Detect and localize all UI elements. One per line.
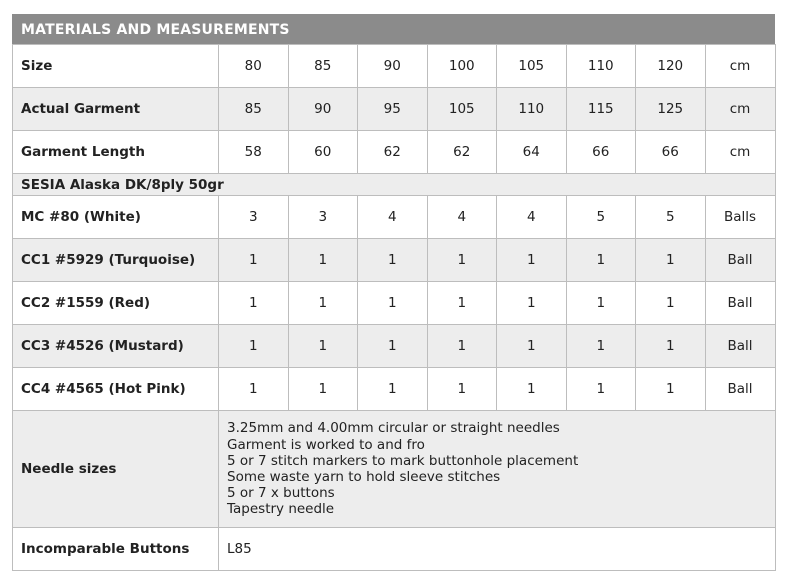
- cell-value: 1: [427, 282, 497, 325]
- table-row: [13, 368, 776, 411]
- unit-cell: Ball: [705, 325, 775, 368]
- cell-value: 66: [636, 131, 706, 174]
- row-label: CC2 #1559 (Red): [13, 282, 219, 325]
- table-row: [13, 239, 776, 282]
- cell-value: 5: [636, 196, 706, 239]
- needle-note-line: Garment is worked to and fro: [227, 436, 425, 453]
- cell-value: 3: [219, 196, 289, 239]
- cell-value: 1: [219, 239, 289, 282]
- table-row: [13, 45, 776, 88]
- row-label: Size: [13, 45, 219, 88]
- cell-value: 1: [219, 282, 289, 325]
- cell-value: 105: [497, 45, 567, 88]
- cell-value: 66: [566, 131, 636, 174]
- cell-value: 80: [219, 45, 289, 88]
- needle-note-line: Some waste yarn to hold sleeve stitches: [227, 469, 501, 485]
- unit-cell: cm: [705, 131, 775, 174]
- cell-value: 110: [497, 88, 567, 131]
- cell-value: 4: [427, 196, 497, 239]
- cell-value: 1: [566, 282, 636, 325]
- cell-value: 1: [219, 325, 289, 368]
- cell-value: 1: [288, 239, 358, 282]
- needle-note-line: Tapestry needle: [227, 501, 335, 518]
- cell-value: 1: [566, 368, 636, 411]
- cell-value: 1: [497, 368, 567, 411]
- table-row: [13, 131, 776, 174]
- row-label: Actual Garment: [13, 88, 219, 131]
- table-row: [13, 196, 776, 239]
- cell-value: 1: [636, 368, 706, 411]
- row-label: MC #80 (White): [13, 196, 219, 239]
- cell-value: 64: [497, 131, 567, 174]
- cell-value: 1: [497, 282, 567, 325]
- table-title: MATERIALS AND MEASUREMENTS: [12, 14, 775, 44]
- cell-value: 115: [566, 88, 636, 131]
- buttons-value: L85: [219, 528, 776, 571]
- yarn-section-row: [13, 174, 776, 196]
- needle-sizes-notes: [219, 411, 776, 528]
- cell-value: 1: [566, 239, 636, 282]
- cell-value: 4: [497, 196, 567, 239]
- cell-value: 1: [636, 239, 706, 282]
- cell-value: 1: [219, 368, 289, 411]
- row-label: CC3 #4526 (Mustard): [13, 325, 219, 368]
- cell-value: 4: [358, 196, 428, 239]
- cell-value: 5: [566, 196, 636, 239]
- table-row: [13, 282, 776, 325]
- cell-value: 90: [288, 88, 358, 131]
- cell-value: 1: [358, 368, 428, 411]
- cell-value: 105: [427, 88, 497, 131]
- buttons-row: [13, 528, 776, 571]
- cell-value: 62: [358, 131, 428, 174]
- cell-value: 110: [566, 45, 636, 88]
- table-row: [13, 88, 776, 131]
- needle-note-line: 5 or 7 stitch markers to mark buttonhole placement: [227, 452, 579, 469]
- cell-value: 85: [219, 88, 289, 131]
- cell-value: 62: [427, 131, 497, 174]
- cell-value: 90: [358, 45, 428, 88]
- row-label: Garment Length: [13, 131, 219, 174]
- cell-value: 58: [219, 131, 289, 174]
- row-label: CC4 #4565 (Hot Pink): [13, 368, 219, 411]
- cell-value: 1: [427, 368, 497, 411]
- needle-sizes-label: Needle sizes: [13, 411, 219, 528]
- cell-value: 85: [288, 45, 358, 88]
- cell-value: 95: [358, 88, 428, 131]
- cell-value: 120: [636, 45, 706, 88]
- cell-value: 1: [427, 239, 497, 282]
- table-row: [13, 325, 776, 368]
- cell-value: 1: [427, 325, 497, 368]
- yarn-header: SESIA Alaska DK/8ply 50gr: [13, 174, 776, 196]
- unit-cell: Ball: [705, 282, 775, 325]
- needle-sizes-row: [13, 411, 776, 528]
- cell-value: 1: [358, 282, 428, 325]
- cell-value: 1: [497, 239, 567, 282]
- cell-value: 1: [288, 368, 358, 411]
- materials-table: [12, 44, 776, 571]
- cell-value: 3: [288, 196, 358, 239]
- cell-value: 1: [566, 325, 636, 368]
- needle-note-line: 5 or 7 x buttons: [227, 485, 335, 502]
- cell-value: 1: [288, 325, 358, 368]
- cell-value: 100: [427, 45, 497, 88]
- row-label: CC1 #5929 (Turquoise): [13, 239, 219, 282]
- cell-value: 1: [636, 325, 706, 368]
- cell-value: 1: [358, 239, 428, 282]
- materials-measurements-table: [12, 14, 775, 571]
- unit-cell: cm: [705, 45, 775, 88]
- unit-cell: Ball: [705, 239, 775, 282]
- cell-value: 1: [636, 282, 706, 325]
- cell-value: 1: [358, 325, 428, 368]
- needle-note-line: 3.25mm and 4.00mm circular or straight needles: [227, 420, 560, 437]
- buttons-label: Incomparable Buttons: [13, 528, 219, 571]
- cell-value: 125: [636, 88, 706, 131]
- cell-value: 60: [288, 131, 358, 174]
- unit-cell: Balls: [705, 196, 775, 239]
- cell-value: 1: [288, 282, 358, 325]
- unit-cell: cm: [705, 88, 775, 131]
- cell-value: 1: [497, 325, 567, 368]
- unit-cell: Ball: [705, 368, 775, 411]
